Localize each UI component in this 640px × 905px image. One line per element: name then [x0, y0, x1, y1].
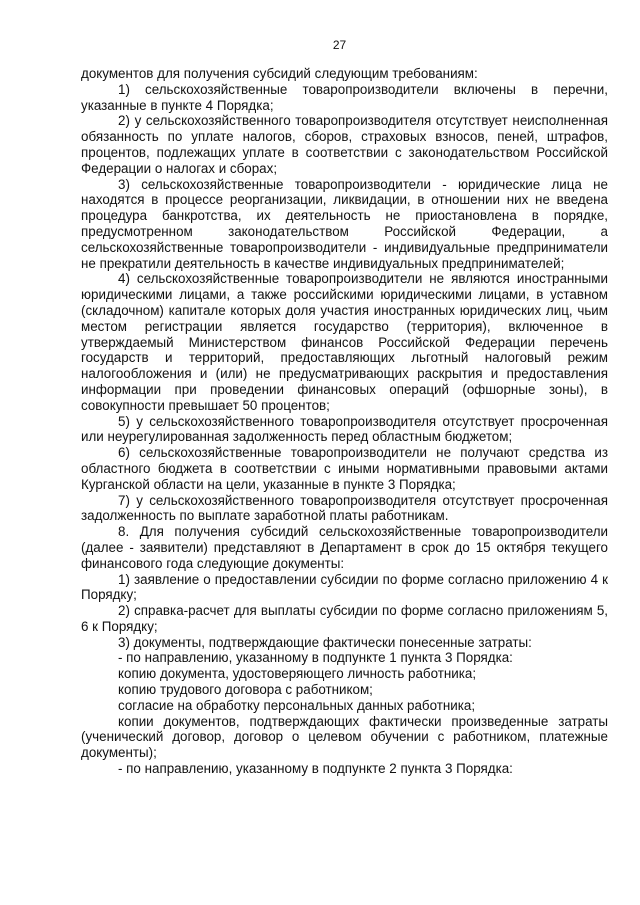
paragraph-id-copy: копию документа, удостоверяющего личность работника;: [118, 666, 477, 682]
paragraph-item-6: 6) сельскохозяйственные товаропроизводители не получают средства из областного бюджета в соответствии с иными нормативными правовыми актами Курганской области на цели, указанные в пункте 3 Порядка;: [81, 445, 608, 492]
paragraph-doc-1: 1) заявление о предоставлении субсидии по форме согласно приложению 4 к Порядку;: [81, 571, 608, 603]
paragraph-doc-2: 2) справка-расчет для выплаты субсидии по форме согласно приложениям 5, 6 к Порядку;: [81, 603, 608, 634]
paragraph-consent: согласие на обработку персональных данных работника;: [118, 697, 476, 713]
paragraph-expense-docs: копии документов, подтверждающих фактически произведенные затраты (ученический договор, договор о целевом обучении с работником, платежные документы);: [81, 713, 608, 761]
paragraph-item-4: 4) сельскохозяйственные товаропроизводители не являются иностранными юридическими лицами, а также российскими юридическими лицами, в уставном (складочном) капитале которых доля участия иностранных юридических лиц, чьим местом регистрации является государство (территория), включенное в утверждаемый Министерством финансов Российской Федерации перечень государств и территорий, предоставляющих льготный налоговый режим налогообложения и (или) не предусматривающих раскрытия и предоставления информации при проведении финансовых операций (офшорные зоны), в совокупности превышает 50 процентов;: [81, 271, 608, 413]
paragraph-contract-copy: копию трудового договора с работником;: [118, 682, 373, 698]
paragraph-direction-1: - по направлению, указанному в подпункте 1 пункта 3 Порядка:: [118, 650, 513, 666]
paragraph-clause-8: 8. Для получения субсидий сельскохозяйственные товаропроизводители (далее - заявители) представляют в Департамент в срок до 15 октября текущего финансового года следующие документы:: [81, 524, 608, 571]
page-number: 27: [332, 38, 347, 52]
paragraph-doc-3: 3) документы, подтверждающие фактически понесенные затраты:: [118, 634, 532, 650]
paragraph-direction-2: - по направлению, указанному в подпункте 2 пункта 3 Порядка:: [118, 761, 513, 777]
paragraph-item-2: 2) у сельскохозяйственного товаропроизводителя отсутствует неисполненная обязанность по уплате налогов, сборов, страховых взносов, пеней, штрафов, процентов, подлежащих уплате в соответствии с законодательством Российской Федерации о налогах и сборах;: [81, 113, 608, 176]
paragraph-item-1: 1) сельскохозяйственные товаропроизводители включены в перечни, указанные в пункте 4 Порядка;: [81, 81, 608, 113]
paragraph-item-5: 5) у сельскохозяйственного товаропроизводителя отсутствует просроченная или неурегулированная задолженность перед областным бюджетом;: [81, 413, 608, 445]
paragraph-item-3: 3) сельскохозяйственные товаропроизводители - юридические лица не находятся в процессе реорганизации, ликвидации, в отношении них не введена процедура банкротства, их деятельность не приостановлена в порядке, предусмотренном законодательством Российской Федерации, а сельскохозяйственные товаропроизводители - индивидуальные предприниматели не прекратили деятельность в качестве индивидуальных предпринимателей;: [81, 176, 608, 271]
paragraph-item-7: 7) у сельскохозяйственного товаропроизводителя отсутствует просроченная задолженность по выплате заработной платы работникам.: [81, 492, 608, 524]
paragraph-intro: документов для получения субсидий следующим требованиям:: [81, 66, 478, 81]
